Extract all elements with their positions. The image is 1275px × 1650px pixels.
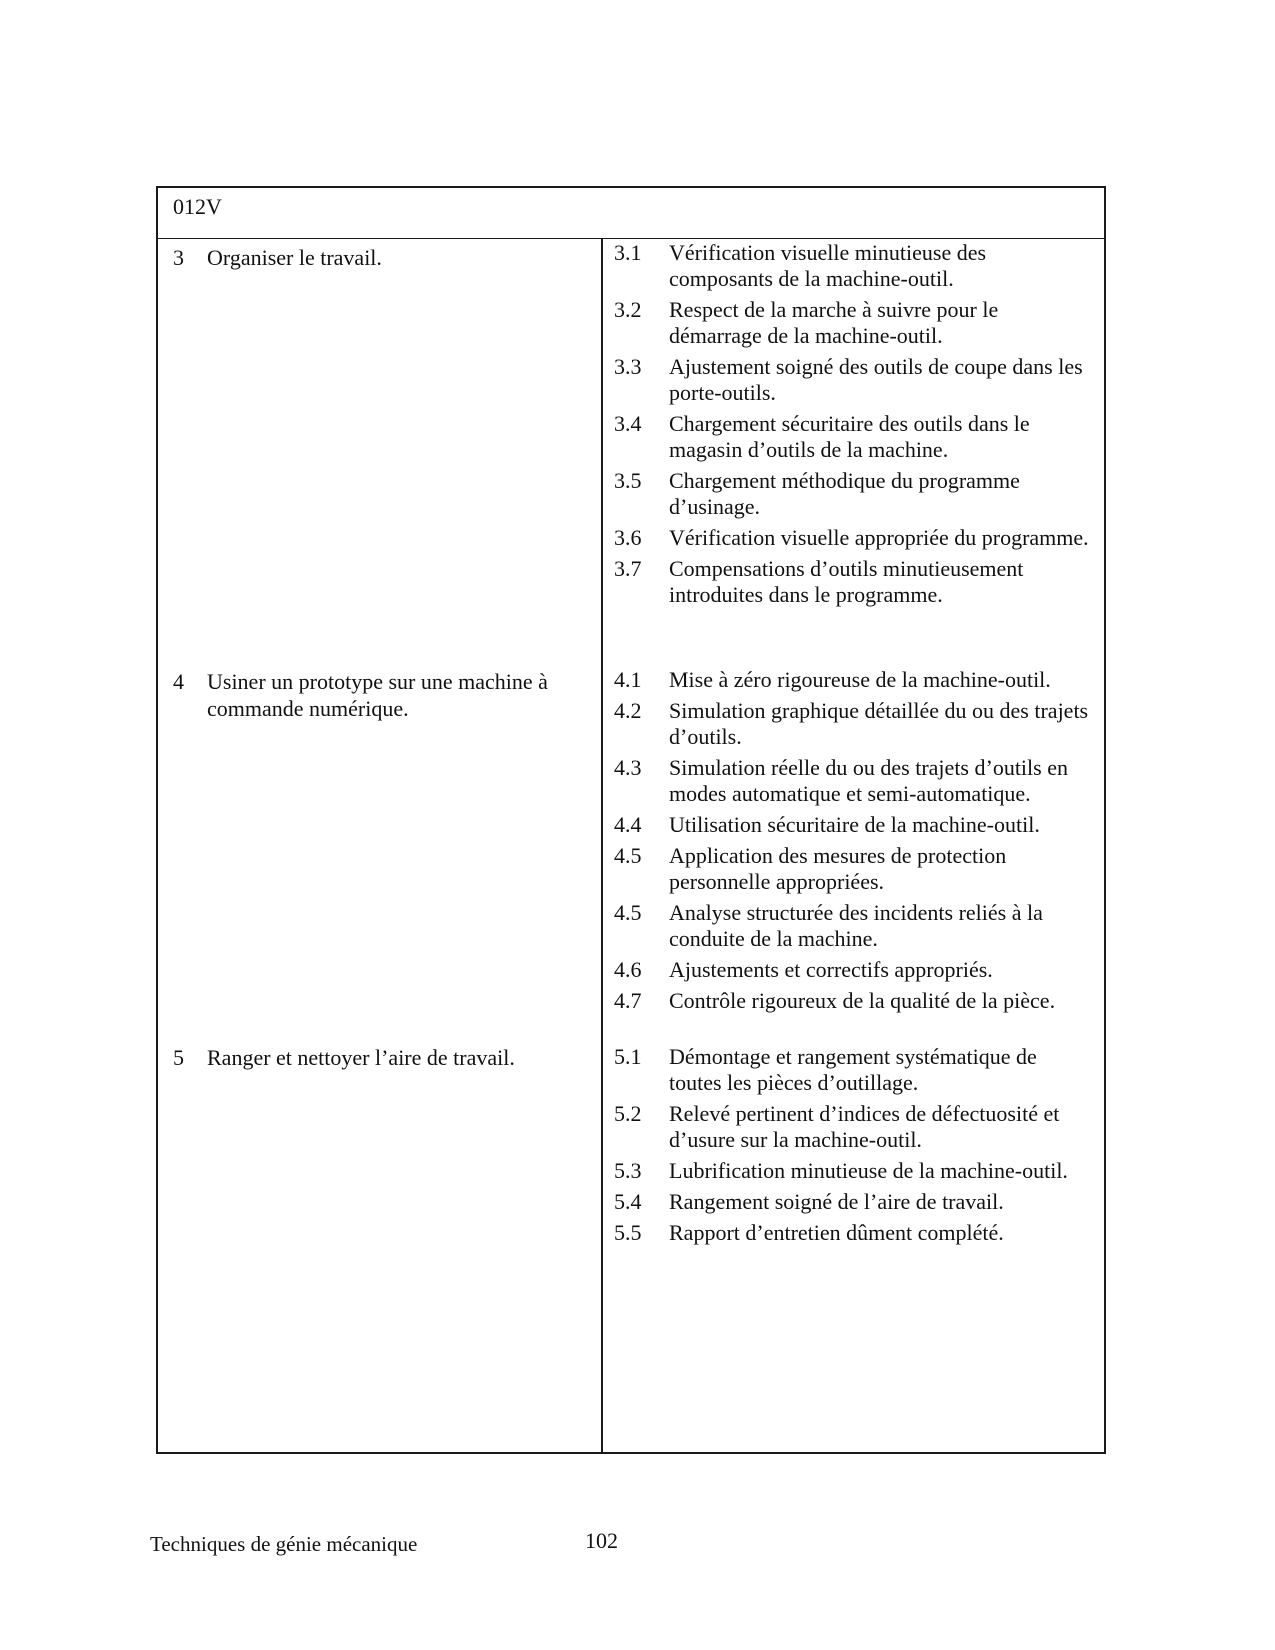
criterion-number: 4.6 — [614, 957, 642, 982]
criterion-4-5b — [614, 900, 1094, 952]
criterion-text: Ajustement soigné des outils de coupe dans les porte-outils. — [669, 354, 1083, 405]
criterion-text: Vérification visuelle appropriée du programme. — [669, 525, 1089, 550]
criterion-text: Mise à zéro rigoureuse de la machine-outil. — [669, 667, 1051, 692]
criterion-number: 3.6 — [614, 525, 642, 550]
criterion-number: 4.7 — [614, 988, 642, 1013]
criterion-number: 4.4 — [614, 812, 642, 837]
task-text: Organiser le travail. — [207, 245, 382, 270]
competency-code: 012V — [173, 194, 222, 219]
criterion-number: 3.3 — [614, 354, 642, 379]
criterion-number: 5.2 — [614, 1101, 642, 1126]
criterion-4-3 — [614, 755, 1094, 807]
criterion-text: Analyse structurée des incidents reliés à la conduite de la machine. — [669, 900, 1043, 951]
task-text: Ranger et nettoyer l’aire de travail. — [207, 1045, 515, 1070]
task-number: 4 — [173, 669, 184, 694]
task-4 — [173, 668, 583, 722]
criterion-4-1 — [614, 667, 1094, 693]
criterion-number: 5.3 — [614, 1158, 642, 1183]
criterion-4-2 — [614, 698, 1094, 750]
criterion-number: 5.4 — [614, 1189, 642, 1214]
criterion-text: Rangement soigné de l’aire de travail. — [669, 1189, 1004, 1214]
criterion-text: Rapport d’entretien dûment complété. — [669, 1220, 1004, 1245]
code-header-row — [158, 188, 1104, 239]
task-number: 3 — [173, 245, 184, 270]
criterion-number: 4.5 — [614, 900, 642, 925]
criterion-number: 4.3 — [614, 755, 642, 780]
criterion-number: 5.5 — [614, 1220, 642, 1245]
criterion-4-7 — [614, 988, 1094, 1014]
criterion-3-7 — [614, 556, 1094, 608]
criterion-number: 3.5 — [614, 468, 642, 493]
criterion-text: Simulation réelle du ou des trajets d’outils en modes automatique et semi-automatique. — [669, 755, 1068, 806]
task-3 — [173, 244, 583, 271]
criterion-text: Compensations d’outils minutieusement introduites dans le programme. — [669, 556, 1024, 607]
criterion-text: Ajustements et correctifs appropriés. — [669, 957, 993, 982]
criterion-3-4 — [614, 411, 1094, 463]
criterion-number: 3.1 — [614, 240, 642, 265]
criterion-text: Application des mesures de protection personnelle appropriées. — [669, 843, 1007, 894]
criterion-3-2 — [614, 297, 1094, 349]
task-text: Usiner un prototype sur une machine à commande numérique. — [207, 669, 548, 721]
criterion-4-6 — [614, 957, 1094, 983]
criterion-4-4 — [614, 812, 1094, 838]
criterion-3-6 — [614, 525, 1094, 551]
task-number: 5 — [173, 1045, 184, 1070]
criterion-text: Utilisation sécuritaire de la machine-outil. — [669, 812, 1040, 837]
criterion-number: 3.4 — [614, 411, 642, 436]
criterion-text: Démontage et rangement systématique de toutes les pièces d’outillage. — [669, 1044, 1037, 1095]
criterion-number: 4.2 — [614, 698, 642, 723]
criteria-list-4 — [614, 667, 1094, 1019]
footer-page-number: 102 — [585, 1528, 618, 1553]
criteria-list-5 — [614, 1044, 1094, 1251]
criterion-text: Relevé pertinent d’indices de défectuosité et d’usure sur la machine-outil. — [669, 1101, 1060, 1152]
criterion-text: Vérification visuelle minutieuse des composants de la machine-outil. — [669, 240, 987, 291]
criterion-text: Chargement méthodique du programme d’usinage. — [669, 468, 1020, 519]
criterion-3-1 — [614, 240, 1094, 292]
criterion-text: Contrôle rigoureux de la qualité de la pièce. — [669, 988, 1056, 1013]
criterion-number: 4.5 — [614, 843, 642, 868]
criteria-list-3 — [614, 240, 1094, 613]
criterion-number: 3.2 — [614, 297, 642, 322]
column-divider — [601, 239, 603, 1452]
criterion-5-5 — [614, 1220, 1094, 1246]
criterion-5-3 — [614, 1158, 1094, 1184]
criterion-number: 3.7 — [614, 556, 642, 581]
footer-program-title: Techniques de génie mécanique — [150, 1532, 418, 1556]
criterion-3-5 — [614, 468, 1094, 520]
criterion-text: Chargement sécuritaire des outils dans le magasin d’outils de la machine. — [669, 411, 1030, 462]
task-5 — [173, 1044, 583, 1071]
criterion-3-3 — [614, 354, 1094, 406]
criterion-5-4 — [614, 1189, 1094, 1215]
criterion-number: 5.1 — [614, 1044, 642, 1069]
competency-table — [156, 186, 1106, 1454]
criterion-text: Lubrification minutieuse de la machine-outil. — [669, 1158, 1068, 1183]
criterion-5-2 — [614, 1101, 1094, 1153]
criterion-5-1 — [614, 1044, 1094, 1096]
criterion-4-5a — [614, 843, 1094, 895]
criterion-number: 4.1 — [614, 667, 642, 692]
criterion-text: Respect de la marche à suivre pour le démarrage de la machine-outil. — [669, 297, 999, 348]
criterion-text: Simulation graphique détaillée du ou des trajets d’outils. — [669, 698, 1089, 749]
